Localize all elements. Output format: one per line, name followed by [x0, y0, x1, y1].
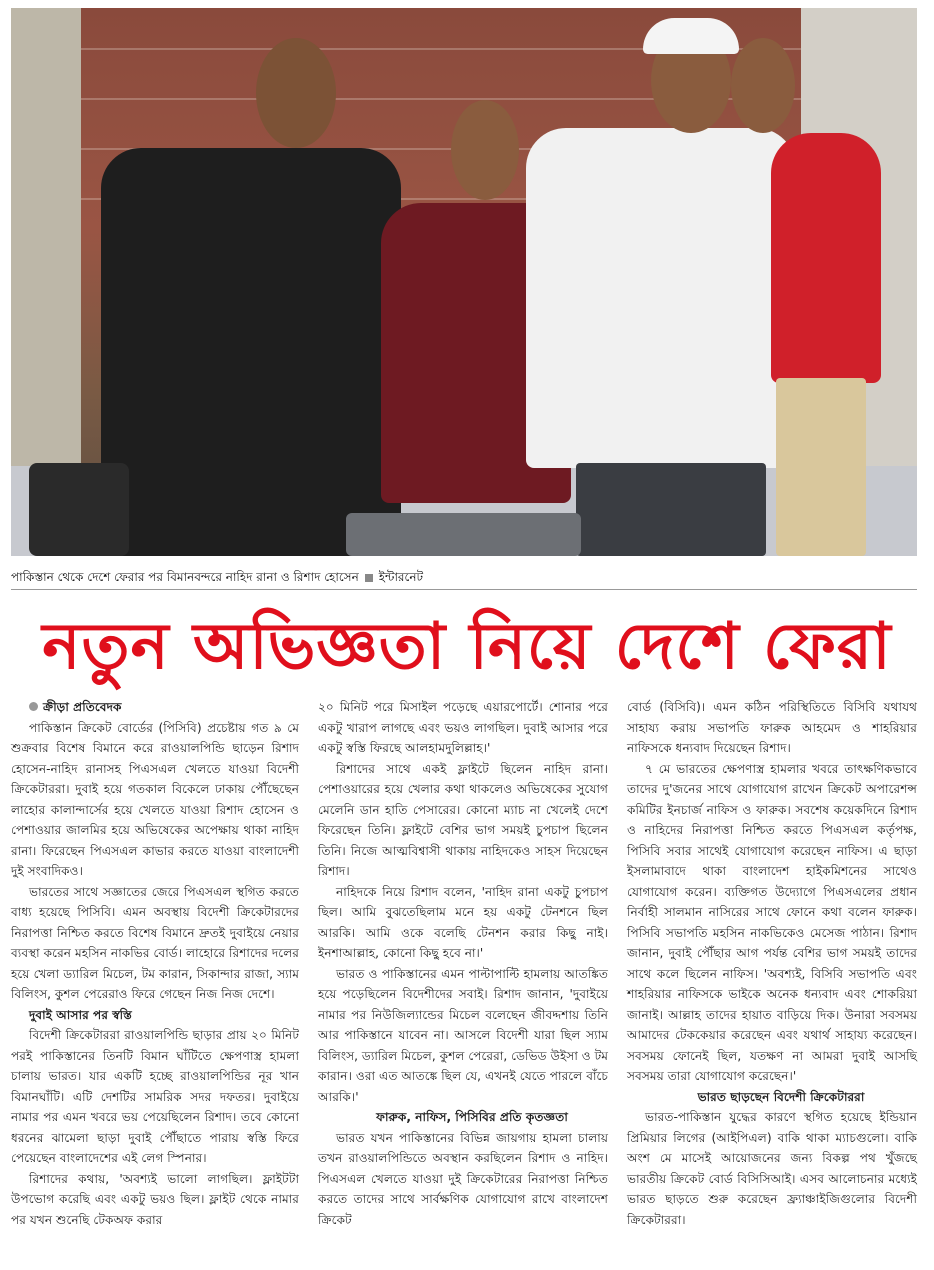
paragraph: ভারতের সাথে সজ্ঞাতের জেরে পিএসএল স্থগিত করতে বাধ্য হয়েছে পিসিবি। এমন অবস্থায় বিদেশী ক্রিকেটারদের নিরাপত্তা নিশ্চিত করতে বিশেষ বিমানে দ্রুতই দুবাইয়ে নেয়ার ব্যবস্থা করেন মহসিন নাকভির বোর্ড। লাহোরে রিশাদের দলের হয়ে খেলা ড্যারিল মিচেল, টম কারান, সিকান্দার রাজা, স্যাম বিলিংস, কুশল পেরেরাও ফিরে গেছেন নিজ নিজ দেশে। [11, 884, 299, 1001]
subheading: ভারত ছাড়ছেন বিদেশী ক্রিকেটাররা [697, 1089, 865, 1104]
paragraph: ২০ মিনিট পরে মিসাইল পড়েছে এয়ারপোর্টে। শোনার পরে একটু খারাপ লাগছে এবং ভয়ও লাগছিল। দুবাই আসার পরে একটু স্বস্তি ফিরছে আলহামদুলিল্লাহ।' [318, 700, 608, 755]
photo-caption [11, 565, 917, 590]
paragraph: রিশাদের সাথে একই ফ্লাইটে ছিলেন নাহিদ রানা। পেশাওয়ারের হয়ে খেলার কথা থাকলেও অভিষেকের সুযোগ মেলেনি ডান হাতি পেসারের। কোনো ম্যাচ না খেলেই দেশে ফিরেছেন তিনি। ফ্লাইটে বেশির ভাগ সময়ই চুপচাপ ছিলেন তিনি। নিজে আত্মবিশ্বাসী থাকায় নাহিদকেও সাহস দিয়েছেন রিশাদ। [318, 761, 608, 878]
separator-square-icon [365, 574, 373, 582]
news-photo [11, 8, 917, 556]
article-column-1 [11, 697, 299, 1230]
article-column-2 [318, 697, 608, 1230]
paragraph: রিশাদের কথায়, 'অবশ্যই ভালো লাগছিল। ফ্লাইটটা উপভোগ করেছি এবং একটু ভয়ও ছিল। ফ্লাইট থেকে নামার পর যখন শুনেছি টেকঅফ করার [11, 1171, 299, 1227]
paragraph: নাহিদকে নিয়ে রিশাদ বলেন, 'নাহিদ রানা একটু চুপচাপ ছিল। আমি বুঝতেছিলাম মনে হয় একটু টেনশনে ছিল আরকি। আমি ওকে বলেছি টেনশন করার কিছু নাই। ইনশাআল্লাহ, কোনো কিছু হবে না।' [318, 884, 608, 960]
caption-text: পাকিস্তান থেকে দেশে ফেরার পর বিমানবন্দরে নাহিদ রানা ও রিশাদ হোসেন [11, 570, 359, 584]
bullet-icon [29, 702, 38, 711]
caption-credit: ইন্টারনেট [378, 570, 424, 584]
subheading: ফারুক, নাফিস, পিসিবির প্রতি কৃতজ্ঞতা [376, 1110, 568, 1124]
subheading: দুবাই আসার পর স্বস্তি [29, 1007, 132, 1022]
article-column-3 [627, 697, 917, 1230]
person-black-shirt [101, 148, 401, 556]
person-white-shirt [526, 128, 796, 468]
headline: নতুন অভিজ্ঞতা নিয়ে দেশে ফেরা [42, 610, 892, 684]
paragraph: বোর্ড (বিসিবি)। এমন কঠিন পরিস্থিতিতে বিসিবি যথাযথ সাহায্য করায় সভাপতি ফারুক আহমেদ ও শাহরিয়ার নাফিসকে ধন্যবাদ দিয়েছেন রিশাদ। [627, 700, 917, 755]
person-red-shirt [771, 133, 881, 383]
paragraph: ভারত-পাকিস্তান যুদ্ধের কারণে স্থগিত হয়েছে ইন্ডিয়ান প্রিমিয়ার লিগের (আইপিএল) বাকি থাকা ম্যাচগুলো। বাকি অংশ মে মাসেই আয়োজনের জন্য বিকল্প পথ খুঁজছে ভারতীয় ক্রিকেট বোর্ড বিসিসিআই। এসব আলোচনার মধ্যেই ভারত ছাড়তে শুরু করেছেন ফ্র্যাঞ্চাইজিগুলোর বিদেশী ক্রিকেটাররা। [627, 1110, 917, 1227]
byline-text: ক্রীড়া প্রতিবেদক [43, 700, 122, 714]
paragraph: ভারত যখন পাকিস্তানের বিভিন্ন জায়গায় হামলা চালায় তখন রাওয়ালপিন্ডিতে অবস্থান করছিলেন রিশাদ ও নাহিদ। পিএসএল খেলতে যাওয়া দুই ক্রিকেটারের নিরাপত্তা নিশ্চিত করতে তাদের সাথে সার্বক্ষণিক যোগাযোগ রাখে বাংলাদেশ ক্রিকেট [318, 1130, 608, 1227]
luggage [346, 513, 581, 556]
byline [11, 697, 299, 718]
paragraph: ৭ মে ভারতের ক্ষেপণাস্ত্র হামলার খবরে তাৎক্ষণিকভাবে তাদের দু'জনের সাথে যোগাযোগ রাখেন ক্রিকেট অপারেশন্স কমিটির ইনচার্জ নাফিস ও ফারুক। সবশেষ কয়েকদিনে রিশাদ ও নাহিদের নিরাপত্তা নিশ্চিত করতে পিএসএল কর্তৃপক্ষ, পিসিবি সবার সাথেই যোগাযোগ করেছেন নাফিস। এ ছাড়া ইসলামাবাদে থাকা বাংলাদেশ হাইকমিশনের সাথেও যোগাযোগ করেন। ব্যক্তিগত উদ্যোগে পিএসএলের প্রধান নির্বাহী সালমান নাসিরের সাথে ফোনে কথা বলেন ফারুক। পিসিবি সভাপতি মহসিন নাকভিকেও মেসেজ পাঠান। রিশাদ জানান, দুবাই পৌঁছার আগ পর্যন্ত বেশির ভাগ সময়ই তাদের সাথে কলে ছিলেন নাফিস। 'অবশ্যই, বিসিবি সভাপতি এবং শাহরিয়ার নাফিসকে ভাইকে অনেক ধন্যবাদ এবং শোকরিয়া জানাই। আল্লাহ তাদের হায়াত বাড়িয়ে দিক। উনারা সবসময় আমাদের টেককেয়ার করেছেন এবং যথার্থ সাহায্য করেছেন। সবসময় ফোনেই ছিল, যতক্ষণ না আমরা দুবাই আসছি সবসময় তারা যোগাযোগ করেছেন।' [627, 761, 917, 1083]
paragraph: বিদেশী ক্রিকেটাররা রাওয়ালপিন্ডি ছাড়ার প্রায় ২০ মিনিট পরই পাকিস্তানের তিনটি বিমান ঘাঁটিতে ক্ষেপণাস্ত্র হামলা চালায় ভারত। যার একটি হচ্ছে রাওয়ালপিন্ডির নূর খান বিমানঘাঁটি। এটি দেশটির সামরিক সদর দফতর। দুবাইয়ে নামার পর এমন খবরে ভয় পেয়েছিলেন রিশাদ। তবে কোনো ধরনের ঝামেলা ছাড়া দুবাই পৌঁছাতে পারায় স্বস্তি ফিরে পেয়েছেন বাংলাদেশের এই লেগ স্পিনার। [11, 1028, 299, 1165]
paragraph: পাকিস্তান ক্রিকেট বোর্ডের (পিসিবি) প্রচেষ্টায় গত ৯ মে শুক্রবার বিশেষ বিমানে করে রাওয়ালপিন্ডি ছাড়েন রিশাদ হোসেন-নাহিদ রানাসহ পিএসএল খেলতে যাওয়া বিদেশী ক্রিকেটাররা। দুবাই হয়ে গতকাল বিকেলে ঢাকায় পৌঁছেছেন লাহোর কালান্দার্সের হয়ে খেলতে যাওয়া রিশাদ হোসেন ও পেশাওয়ার জালমির হয়ে অভিষেকের অপেক্ষায় থাকা নাহিদ রানা। ফিরেছেন পিএসএল কাভার করতে যাওয়া বাংলাদেশী দুই সংবাদিকও। [11, 720, 299, 878]
paragraph: ভারত ও পাকিস্তানের এমন পাল্টাপাল্টি হামলায় আতঙ্কিত হয়ে পড়েছিলেন বিদেশীদের সবাই। রিশাদ জানান, 'দুবাইয়ে নামার পর নিউজিল্যান্ডের মিচেল বলেছেন জীবদ্দশায় তিনি আর পাকিস্তানে যাবেন না। আসলে বিদেশী যারা ছিল স্যাম বিলিংস, ড্যারিল মিচেল, কুশল পেরেরা, ডেভিড উইসা ও টম কারান। ওরা এত আতঙ্কে ছিল যে, এখনই যেতে পারলে বাঁচে আরকি।' [318, 966, 608, 1104]
